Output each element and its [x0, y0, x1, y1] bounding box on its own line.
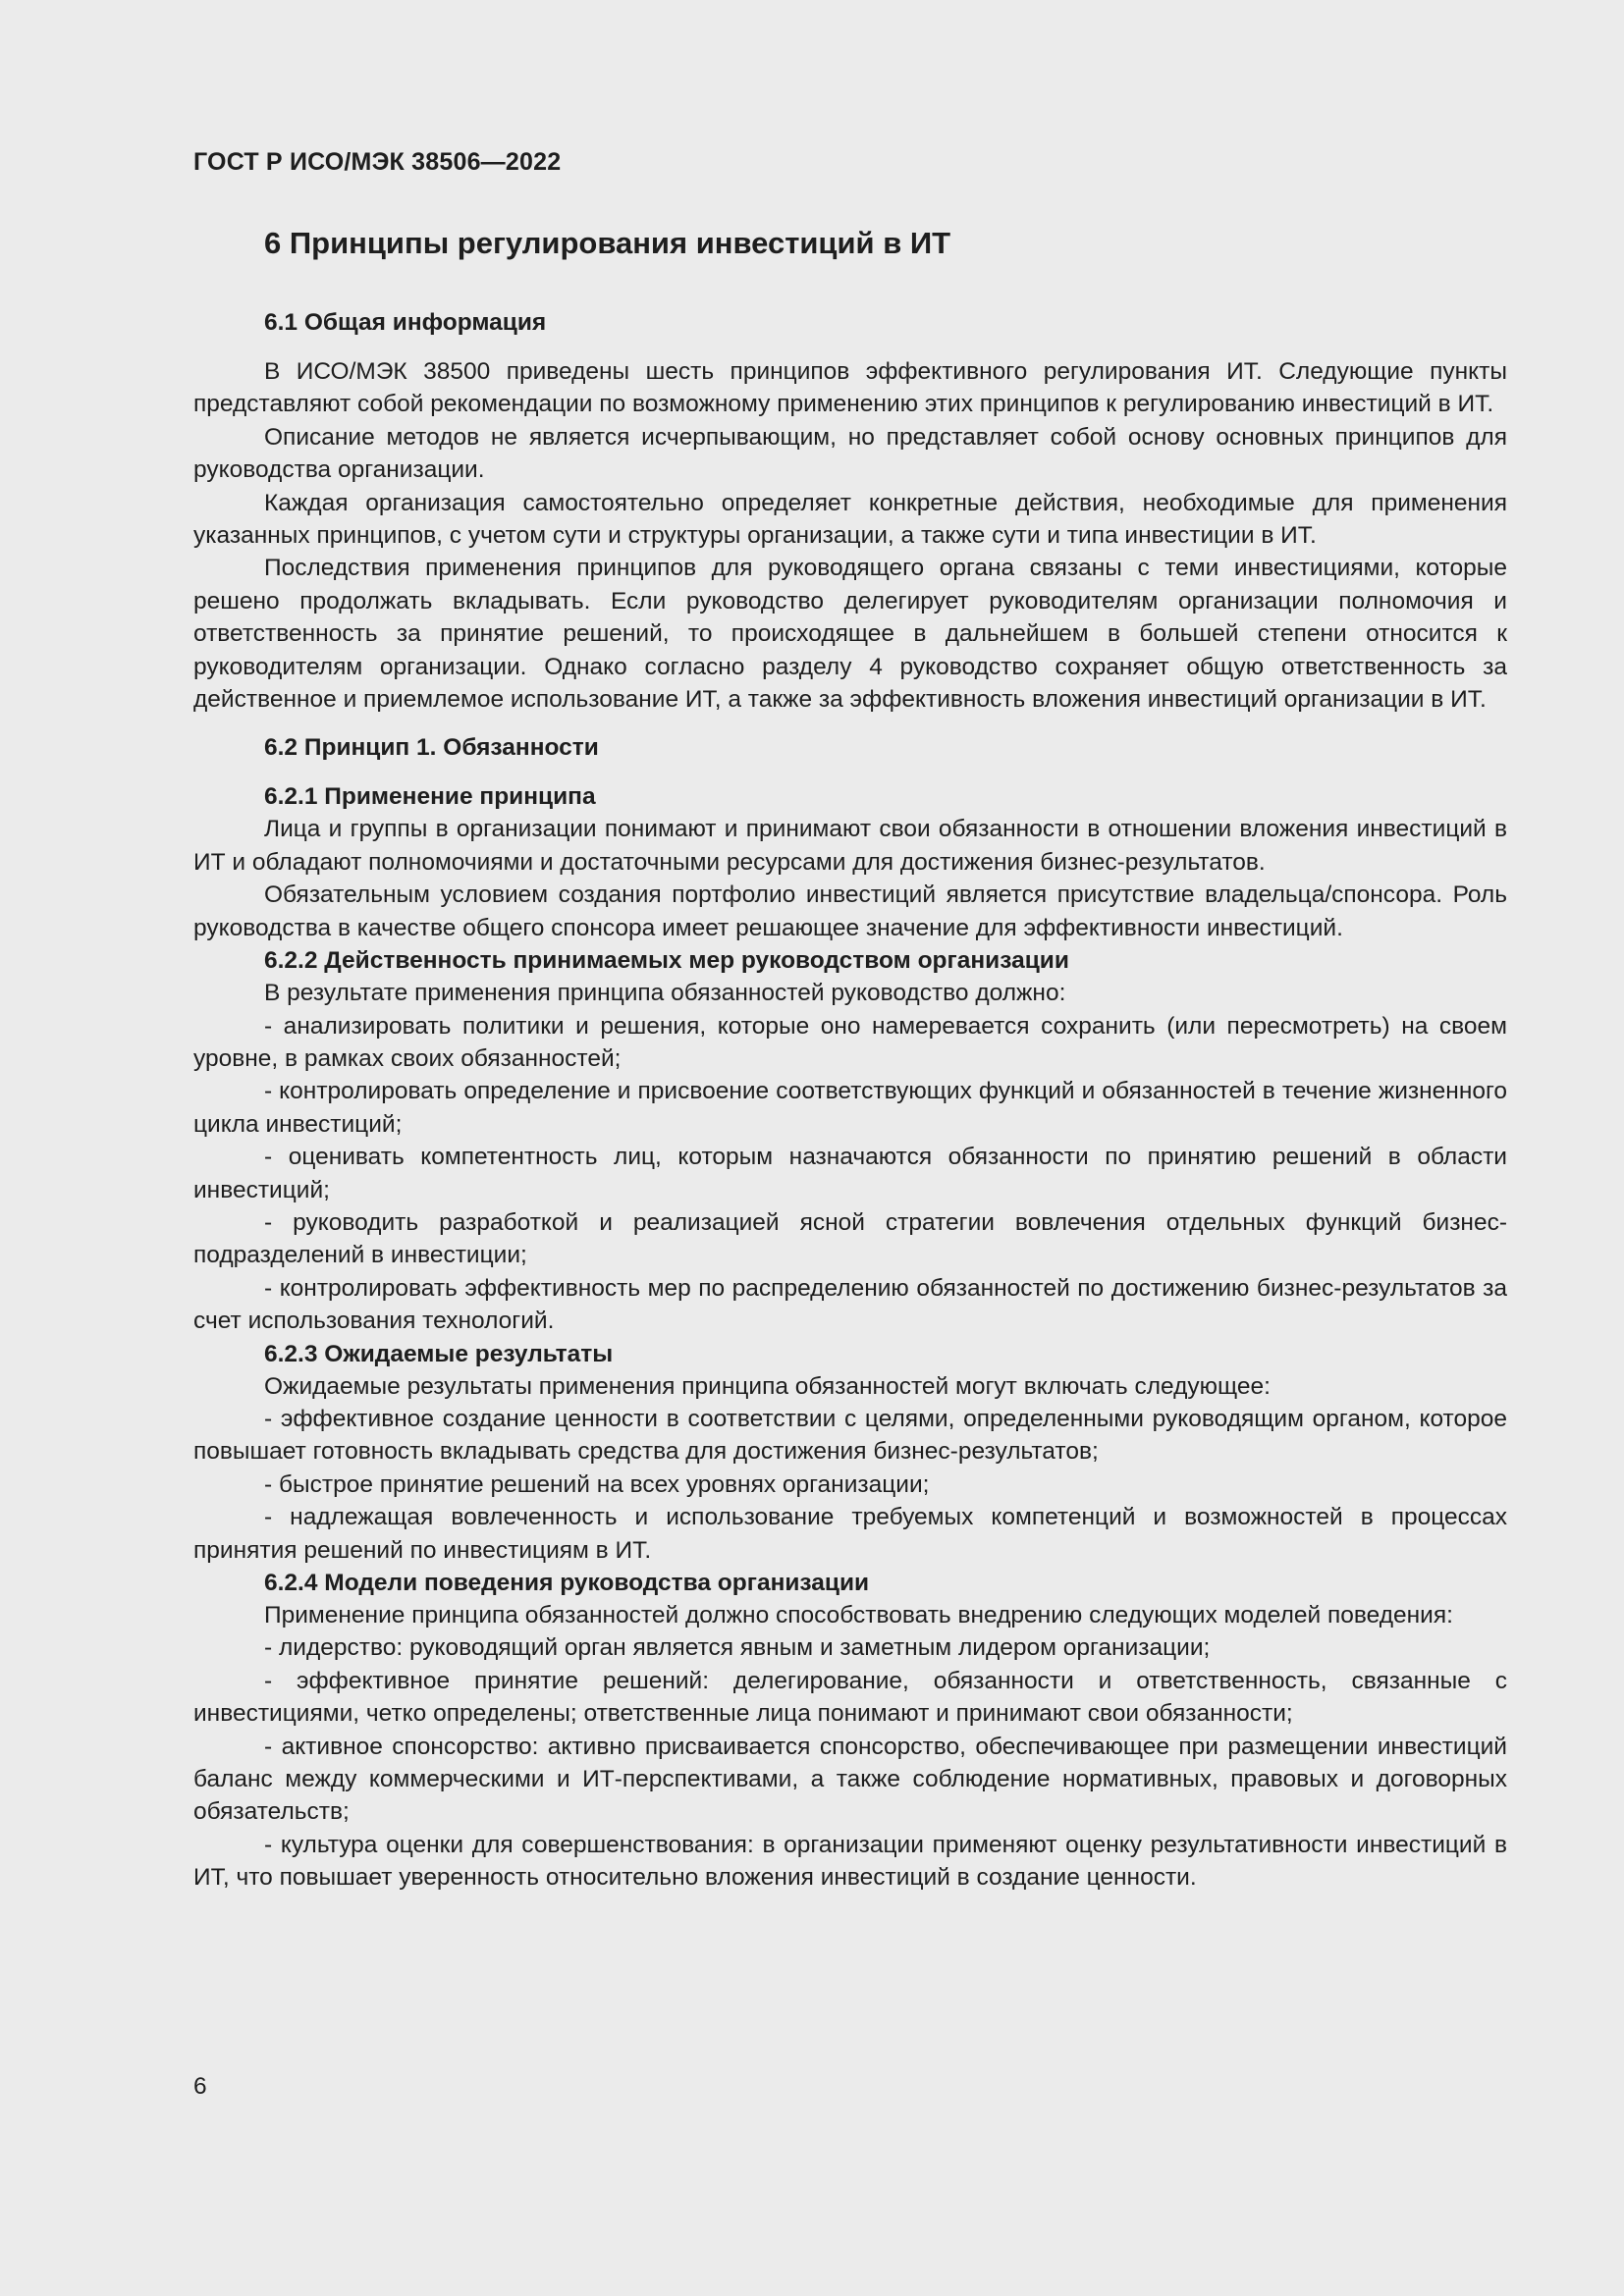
paragraph-6-1-d: Последствия применения принципов для руководящего органа связаны с теми инвестициями, которые решено продолжать вкладывать. Если руководство делегирует руководителям организации полномочия и ответственность за принятие решений, то происходящее в дальнейшем в большей степени относится к руководителям организации. Однако согласно разделу 4 руководство сохраняет общую ответственность за действенное и приемлемое использование ИТ, а также за эффективность вложения инвестиций организации в ИТ. [193, 555, 1507, 714]
list-item: - анализировать политики и решения, которые оно намеревается сохранить (или пересмотреть) на своем уровне, в рамках своих обязанностей; [193, 1012, 1507, 1072]
page-number: 6 [193, 2073, 207, 2100]
paragraph-6-2-1-b: Обязательным условием создания портфолио инвестиций является присутствие владельца/спонсора. Роль руководства в качестве общего спонсора имеет решающее значение для эффективности инвестиций. [193, 881, 1507, 941]
list-item: - эффективное создание ценности в соответствии с целями, определенными руководящим органом, которое повышает готовность вкладывать средства для достижения бизнес-результатов; [193, 1405, 1507, 1466]
list-item: - контролировать определение и присвоение соответствующих функций и обязанностей в течение жизненного цикла инвестиций; [193, 1078, 1507, 1138]
page-body [193, 224, 1507, 1895]
section-6-title: 6 Принципы регулирования инвестиций в ИТ [264, 226, 951, 260]
clause-6-2-3-title: 6.2.3 Ожидаемые результаты [264, 1340, 614, 1367]
clause-6-2-4-title: 6.2.4 Модели поведения руководства организации [264, 1570, 870, 1596]
list-item: - культура оценки для совершенствования: в организации применяют оценку результативности инвестиций в ИТ, что повышает уверенность относительно вложения инвестиций в создание ценности. [193, 1831, 1507, 1892]
document-code-header: ГОСТ Р ИСО/МЭК 38506—2022 [193, 148, 562, 176]
clause-6-2-2-intro: В результате применения принципа обязанностей руководство должно: [264, 980, 1066, 1007]
paragraph-6-1-a: В ИСО/МЭК 38500 приведены шесть принципов эффективного регулирования ИТ. Следующие пункты представляют собой рекомендации по возможному применению этих принципов к регулированию инвестиций в ИТ. [193, 358, 1507, 418]
paragraph-6-2-1-a: Лица и группы в организации понимают и принимают свои обязанности в отношении вложения инвестиций в ИТ и обладают полномочиями и достаточными ресурсами для достижения бизнес-результатов. [193, 816, 1507, 876]
list-item: - эффективное принятие решений: делегирование, обязанности и ответственность, связанные с инвестициями, четко определены; ответственные лица понимают и принимают свои обязанности; [193, 1667, 1507, 1728]
clause-6-2-1-title: 6.2.1 Применение принципа [264, 783, 596, 811]
list-item: - лидерство: руководящий орган является явным и заметным лидером организации; [264, 1634, 1211, 1662]
paragraph-6-1-b: Описание методов не является исчерпывающим, но представляет собой основу основных принципов для руководства организации. [193, 423, 1507, 484]
list-item: - контролировать эффективность мер по распределению обязанностей по достижению бизнес-результатов за счет использования технологий. [193, 1274, 1507, 1335]
list-item: - надлежащая вовлеченность и использование требуемых компетенций и возможностей в процессах принятия решений по инвестициям в ИТ. [193, 1504, 1507, 1564]
clause-6-2-4-intro: Применение принципа обязанностей должно способствовать внедрению следующих моделей поведения: [264, 1602, 1453, 1629]
subsection-6-2-title: 6.2 Принцип 1. Обязанности [264, 734, 599, 762]
paragraph-6-1-c: Каждая организация самостоятельно определяет конкретные действия, необходимые для применения указанных принципов, с учетом сути и структуры организации, а также сути и типа инвестиции в ИТ. [193, 489, 1507, 550]
clause-6-2-3-intro: Ожидаемые результаты применения принципа обязанностей могут включать следующее: [264, 1372, 1271, 1400]
list-item: - руководить разработкой и реализацией ясной стратегии вовлечения отдельных функций бизнес-подразделений в инвестиции; [193, 1208, 1507, 1269]
list-item: - активное спонсорство: активно присваивается спонсорство, обеспечивающее при размещении инвестиций баланс между коммерческими и ИТ-перспективами, а также соблюдение нормативных, правовых и договорных обязательств; [193, 1733, 1507, 1826]
list-item: - быстрое принятие решений на всех уровнях организации; [264, 1470, 930, 1498]
list-item: - оценивать компетентность лиц, которым назначаются обязанности по принятию решений в области инвестиций; [193, 1144, 1507, 1203]
subsection-6-1-title: 6.1 Общая информация [264, 309, 547, 336]
clause-6-2-2-title: 6.2.2 Действенность принимаемых мер руководством организации [264, 947, 1069, 975]
